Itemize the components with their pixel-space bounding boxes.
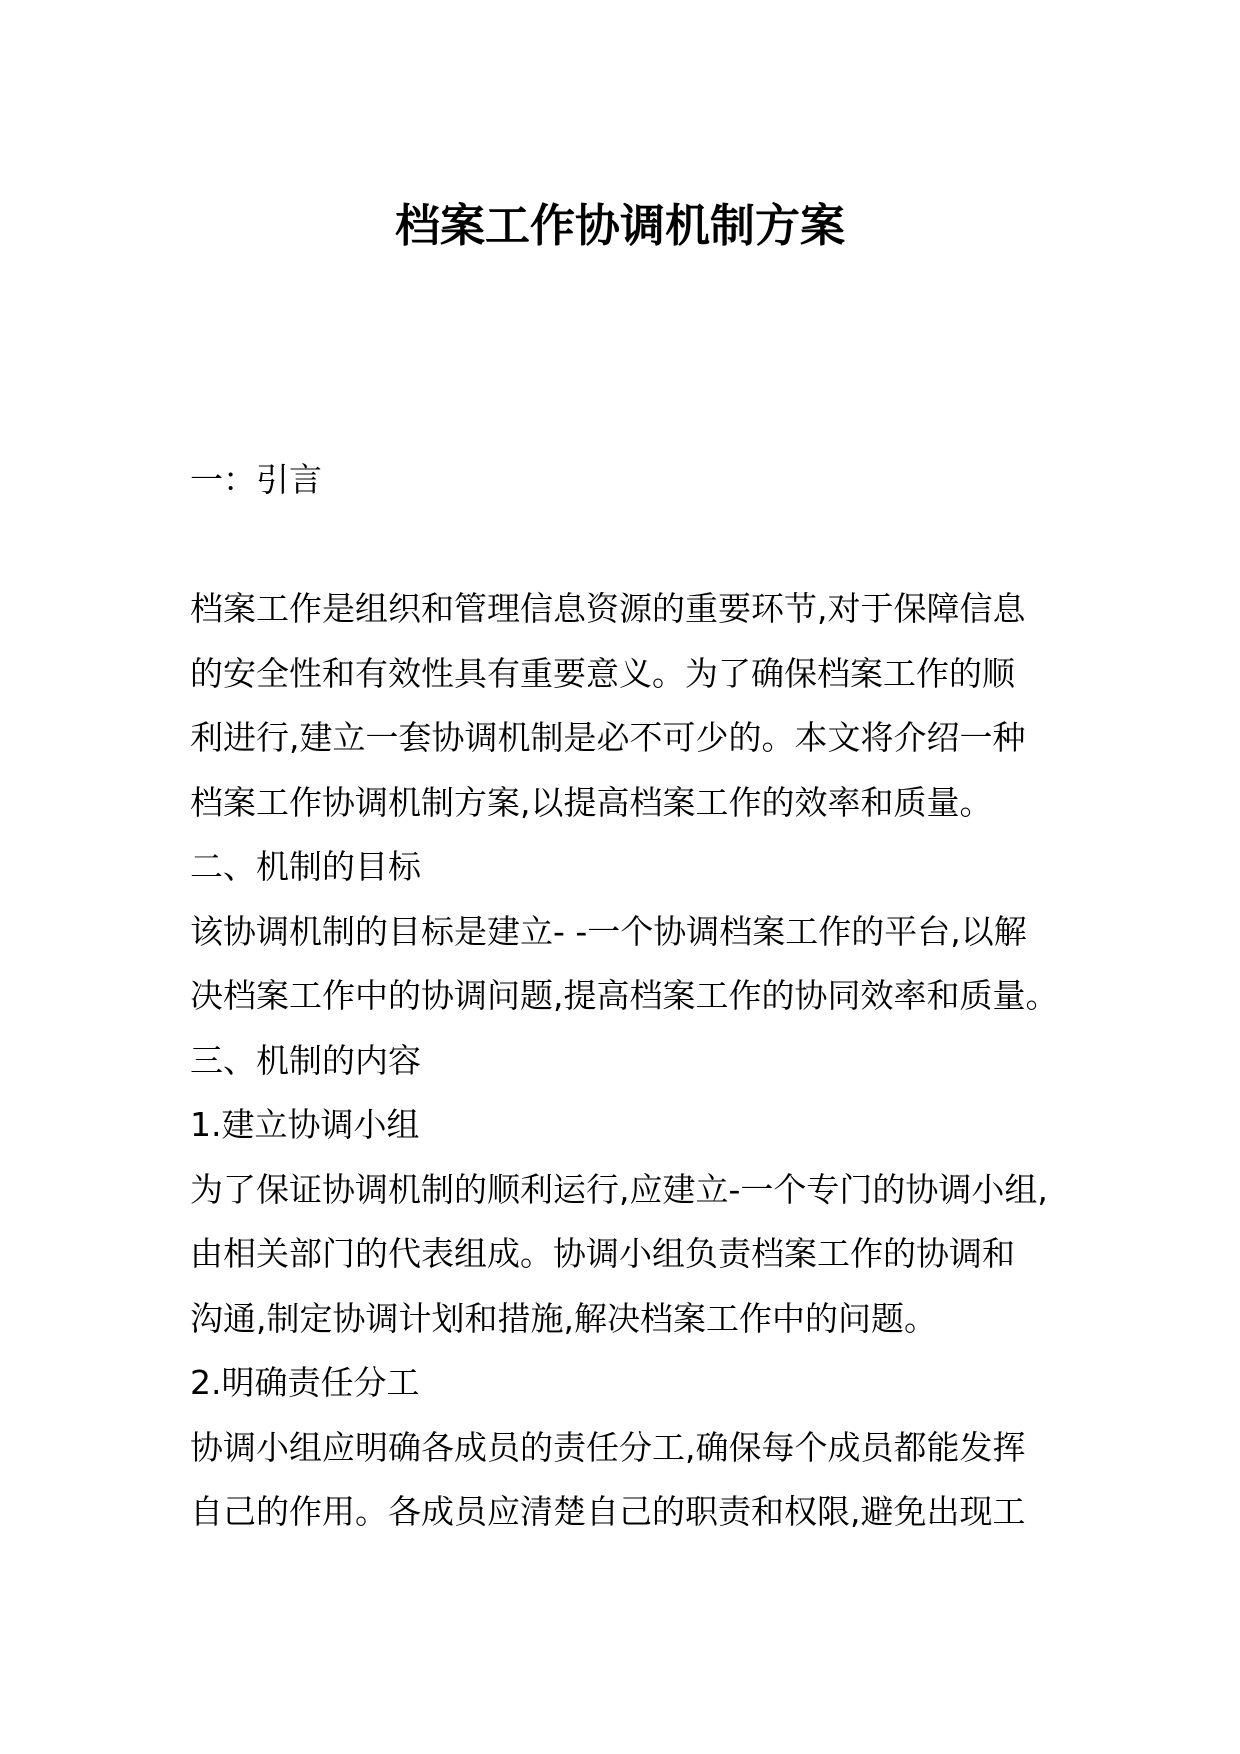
paragraph-line: 该协调机制的目标是建立- -一个协调档案工作的平台,以解 [190,912,1027,951]
paragraph-line: 沟通,制定协调计划和措施,解决档案工作中的问题。 [190,1299,937,1338]
section-heading-content: 三、机制的内容 [190,1041,421,1080]
paragraph-line: 利进行,建立一套协调机制是必不可少的。本文将介绍一种 [190,718,1026,757]
paragraph-line: 档案工作是组织和管理信息资源的重要环节,对于保障信息 [190,589,1026,628]
section-heading-intro: 一：引言 [190,460,322,499]
subsection-heading: 2.明确责任分工 [190,1363,420,1402]
section-heading-goal: 二、机制的目标 [190,847,421,886]
subsection-heading: 1.建立协调小组 [190,1105,420,1144]
paragraph-line: 的安全性和有效性具有重要意义。为了确保档案工作的顺 [190,654,1015,693]
paragraph-line: 由相关部门的代表组成。协调小组负责档案工作的协调和 [190,1234,1015,1273]
paragraph-line: 自己的作用。各成员应清楚自己的职责和权限,避免出现工 [190,1492,1026,1531]
paragraph-line: 档案工作协调机制方案,以提高档案工作的效率和质量。 [190,783,993,822]
document-title: 档案工作协调机制方案 [394,199,845,252]
paragraph-line: 决档案工作中的协调问题,提高档案工作的协同效率和质量。 [190,976,1059,1015]
paragraph-line: 为了保证协调机制的顺利运行,应建立-一个专门的协调小组, [190,1170,1048,1209]
paragraph-line: 协调小组应明确各成员的责任分工,确保每个成员都能发挥 [190,1428,1026,1467]
